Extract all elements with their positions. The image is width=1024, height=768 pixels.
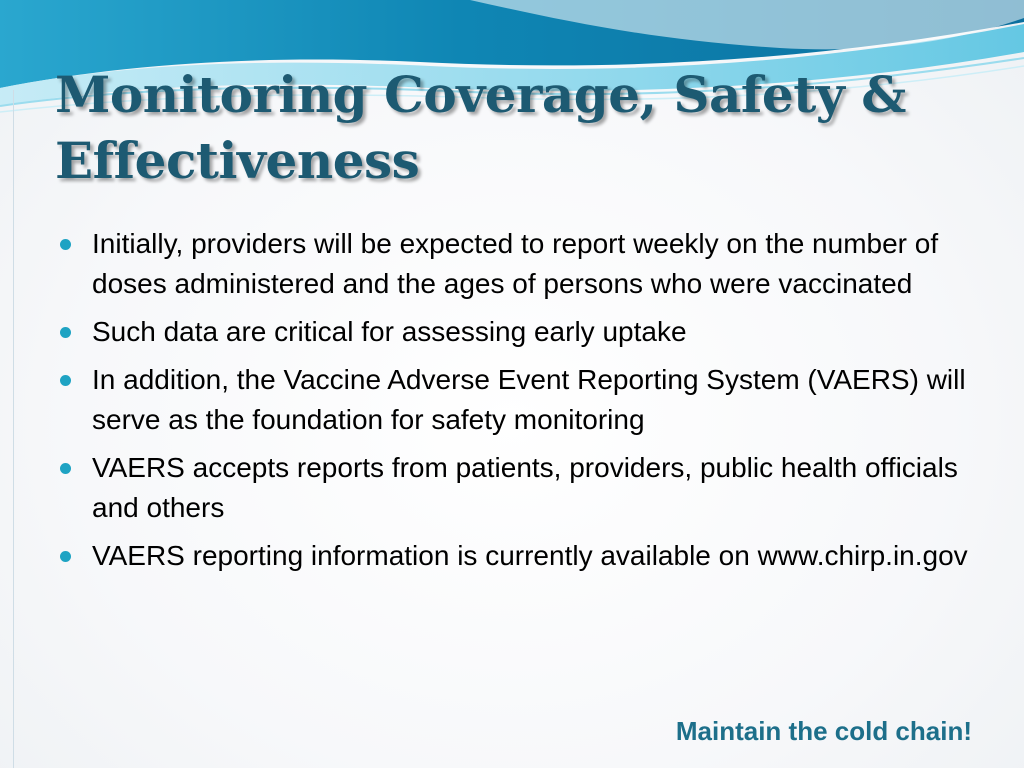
bullet-text: In addition, the Vaccine Adverse Event Reporting System (VAERS) will serve as the foundation for safety monitoring	[92, 364, 966, 435]
bullet-list	[60, 224, 990, 584]
bullet-item	[60, 224, 990, 304]
bullet-text: VAERS accepts reports from patients, providers, public health officials and others	[92, 452, 958, 523]
bullet-item	[60, 360, 990, 440]
bullet-dot-icon	[60, 375, 71, 386]
bullet-dot-icon	[60, 239, 71, 250]
bullet-dot-icon	[60, 327, 71, 338]
bullet-item	[60, 448, 990, 528]
slide-title: Monitoring Coverage, Safety & Effectiveness	[55, 65, 906, 190]
bullet-dot-icon	[60, 463, 71, 474]
bullet-item	[60, 312, 990, 352]
bullet-item	[60, 536, 990, 576]
left-border-line	[13, 90, 14, 768]
bullet-text: Such data are critical for assessing early uptake	[92, 316, 687, 347]
bullet-dot-icon	[60, 551, 71, 562]
bullet-text: Initially, providers will be expected to report weekly on the number of doses administered and the ages of persons who were vaccinated	[92, 228, 939, 299]
footer-tagline: Maintain the cold chain!	[675, 716, 972, 746]
bullet-text: VAERS reporting information is currently available on www.chirp.in.gov	[92, 540, 968, 571]
